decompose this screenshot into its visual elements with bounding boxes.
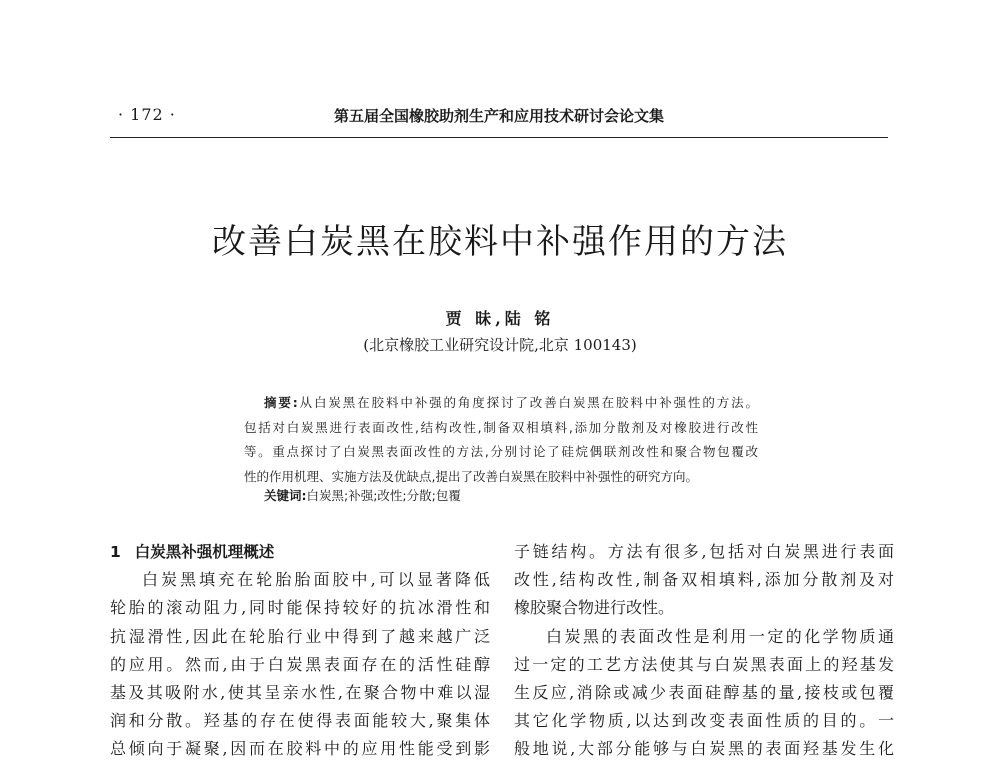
body-line: 的应用。然而,由于白炭黑表面存在的活性硅醇 [110, 654, 490, 674]
keywords-text: 白炭黑;补强;改性;分散;包覆 [306, 488, 461, 503]
abstract-line: 性的作用机理、实施方法及优缺点,提出了改善白炭黑在胶料中补强性的研究方向。 [244, 468, 698, 484]
body-line: 改性,结构改性,制备双相填料,添加分散剂及对 [514, 570, 894, 590]
abstract-line: 包括对白炭黑进行表面改性,结构改性,制备双相填料,添加分散剂及对橡胶进行改性 [244, 419, 758, 435]
abstract [244, 391, 758, 489]
authors: 贾 昧,陆 铭 [445, 309, 555, 328]
body-line: 生反应,消除或减少表面硅醇基的量,接枝或包覆 [514, 682, 894, 702]
body-line: 过一定的工艺方法使其与白炭黑表面上的羟基发 [514, 654, 894, 674]
body-column-right [514, 538, 894, 760]
body-line: 白炭黑填充在轮胎胎面胶中,可以显著降低 [142, 570, 490, 590]
affiliation: (北京橡胶工业研究设计院,北京 100143) [363, 336, 637, 354]
body-line: 子链结构。方法有很多,包括对白炭黑进行表面 [514, 542, 894, 561]
body-line: 白炭黑的表面改性是利用一定的化学物质通 [546, 626, 894, 646]
page-number: · 172 · [118, 105, 176, 124]
body-line: 橡胶聚合物进行改性。 [514, 598, 675, 618]
proceedings-title: 第五届全国橡胶助剂生产和应用技术研讨会论文集 [333, 107, 664, 125]
body-column-left [110, 538, 490, 760]
running-header [110, 103, 888, 133]
section-heading [110, 538, 490, 566]
abstract-text: 从白炭黑在胶料中补强的角度探讨了改善白炭黑在胶料中补强性的方法。 [297, 395, 758, 410]
keywords [264, 486, 461, 504]
section-title: 白炭黑补强机理概述 [134, 543, 275, 561]
paper-title: 改善白炭黑在胶料中补强作用的方法 [212, 222, 788, 262]
body-line: 抗湿滑性,因此在轮胎行业中得到了越来越广泛 [110, 626, 490, 646]
keywords-label: 关键词: [264, 488, 307, 503]
body-line: 其它化学物质,以达到改变表面性质的目的。一 [514, 711, 894, 731]
body-line: 总倾向于凝聚,因而在胶料中的应用性能受到影 [110, 739, 490, 759]
body-line: 般地说,大部分能够与白炭黑的表面羟基发生化 [514, 739, 894, 759]
section-number: 1 [110, 543, 121, 561]
body-line: 润和分散。羟基的存在使得表面能较大,聚集体 [110, 711, 490, 731]
abstract-line [244, 391, 758, 416]
abstract-line: 等。重点探讨了白炭黑表面改性的方法,分别讨论了硅烷偶联剂改性和聚合物包覆改 [244, 444, 758, 459]
body-line: 基及其吸附水,使其呈亲水性,在聚合物中难以湿 [110, 682, 490, 702]
body-line: 轮胎的滚动阻力,同时能保持较好的抗冰滑性和 [110, 598, 490, 618]
abstract-label: 摘要: [264, 395, 298, 410]
header-rule [110, 137, 888, 138]
